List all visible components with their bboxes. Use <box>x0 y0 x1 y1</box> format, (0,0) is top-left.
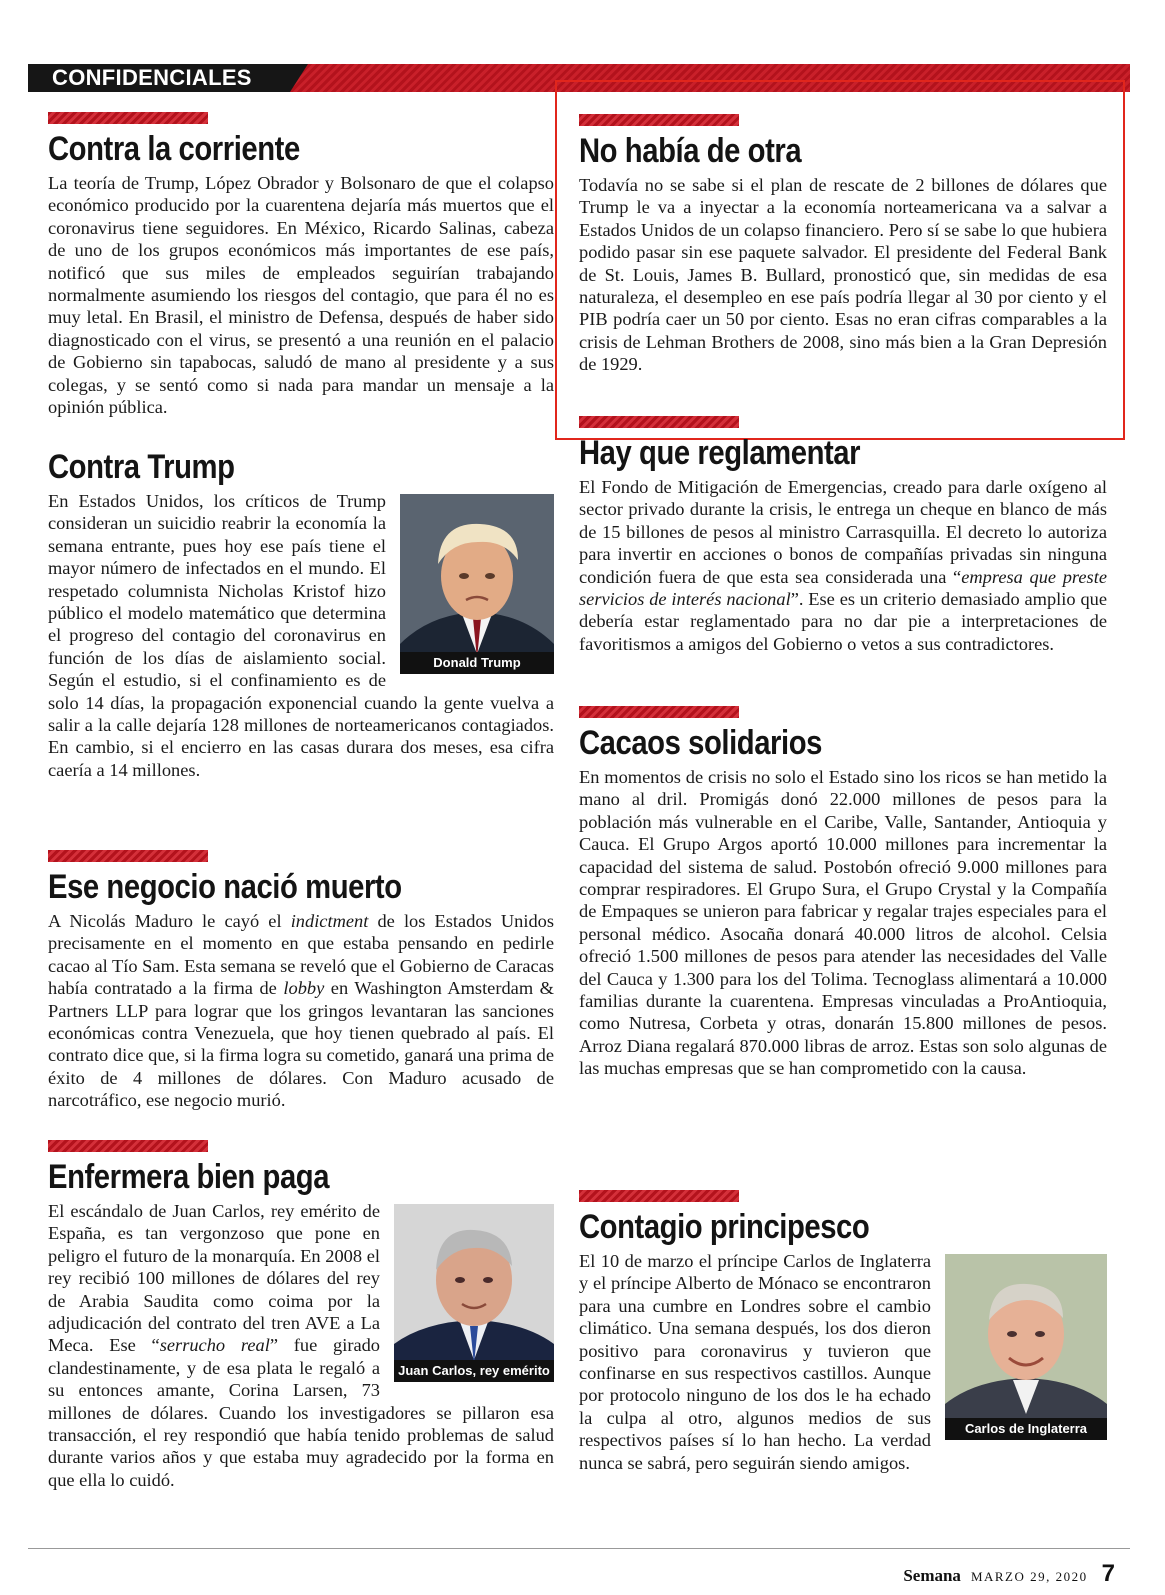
juan-carlos-photo <box>394 1204 554 1382</box>
headline-bar <box>579 706 739 718</box>
headline-bar <box>579 416 739 428</box>
portrait-image <box>394 1204 554 1382</box>
article-body: En momentos de crisis no solo el Estado sino los ricos se han metido la mano al dril. Promigás donó 22.000 millones de pesos para la población más vulnerable en el Caribe, Valle, Santander, Antioquia y Cauca. El Grupo Argos aportó 10.000 millones para incrementar la capacidad del sistema de salud. Postobón ofreció 9.000 millones para comprar respiradores. El Grupo Sura, el Grupo Crystal y la Compañía de Empaques se unieron para fabricar y regalar trajes especiales para el personal médico. Asocaña donará 40.000 litros de alcohol. Celsia ofreció 1.500 millones de pesos para atender las necesidades del Valle del Cauca y 1.300 para los del Tolima. Tecnoglass alimentará a 10.000 familias durante la cuarentena. Empresas vinculadas a ProAntioquia, como Nutresa, Corbeta y otras, donarán 15.800 millones de pesos. Arroz Diana regalará 870.000 libras de arroz. Estas son solo algunas de las muchas empresas que se han comprometido con la causa. <box>579 767 1107 1079</box>
article-contra-la-corriente <box>48 112 554 418</box>
headline-bar <box>579 1190 739 1202</box>
article-body: A Nicolás Maduro le cayó el indictment de los Estados Unidos precisamente en el momento en que estaba pensando en pedirle cacao al Tío Sam. Esta semana se reveló que el Gobierno de Caracas había contratado a la firma de lobby en Washington Amsterdam & Partners LLP para lograr que los gringos levantaran las sanciones económicas contra Venezuela, que hoy tienen quebrado al país. El contrato dice que, si la firma logra su cometido, ganará una prima de éxito de 4 millones de dólares. Con Maduro acusado de narcotráfico, ese negocio murió. <box>48 911 554 1111</box>
photo-caption: Carlos de Inglaterra <box>945 1418 1107 1440</box>
article-cacaos-solidarios <box>579 706 1107 1080</box>
photo-caption: Juan Carlos, rey emérito <box>394 1360 554 1382</box>
article-headline: Cacaos solidarios <box>579 724 822 762</box>
article-headline: Ese negocio nació muerto <box>48 868 402 906</box>
article-ese-negocio-nacio-muerto <box>48 850 554 1112</box>
article-body: La teoría de Trump, López Obrador y Bolsonaro de que el colapso económico producido por la cuarentena dejaría más muertos que el coronavirus tiene seguidores. En México, Ricardo Salinas, cabeza de uno de los grupos económicos más importantes de ese país, notificó que sus miles de empleados seguirían trabajando normalmente asumiendo los riesgos del contagio, que para él no es muy letal. En Brasil, el ministro de Defensa, después de haber sido diagnosticado con el virus, se presentó a una reunión en el palacio de Gobierno sin tapabocas, saludó de mano al presidente y a sus colegas, y se sentó como si nada para mandar un mensaje a la opinión pública. <box>48 173 554 418</box>
article-body: El escándalo de Juan Carlos, rey emérito de España, es tan vergonzoso que pone en peligro el futuro de la monarquía. En 2008 el rey recibió 100 millones de dólares del rey de Arabia Saudita como coima por la adjudicación del contrato del tren AVE a La Meca. Ese “serrucho real” fue girado clandestinamente, y de esa plata le regaló a su entonces amante, Corina Larsen, 73 millones de dólares. Cuando los investigadores se pillaron esa transacción, el rey respondió que había tenido problemas de salud durante varios años y que estaba muy agradecido por la forma en que ella lo cuidó. <box>48 1201 554 1490</box>
article-headline: No había de otra <box>579 132 802 170</box>
carlos-photo <box>945 1254 1107 1440</box>
photo-caption: Donald Trump <box>400 652 554 674</box>
article-headline: Contagio principesco <box>579 1208 870 1246</box>
magazine-name: Semana <box>903 1566 961 1585</box>
article-enfermera-bien-paga <box>48 1140 554 1491</box>
article-headline: Contra Trump <box>48 448 235 486</box>
article-no-habia-de-otra <box>579 114 1107 376</box>
headline-bar <box>48 1140 208 1152</box>
headline-bar <box>48 112 208 124</box>
issue-date: MARZO 29, 2020 <box>970 1569 1088 1584</box>
section-label: CONFIDENCIALES <box>28 64 290 92</box>
article-body: Todavía no se sabe si el plan de rescate de 2 billones de dólares que Trump le va a inyectar a la economía norteamericana va a salvar a Estados Unidos de un colapso financiero. Pero sí se sabe lo que hubiera podido pasar sin ese paquete salvador. El presidente del Federal Bank de St. Louis, James B. Bullard, pronosticó que, sin medidas de esa naturaleza, el desempleo en ese país podría llegar al 30 por ciento y el PIB podría caer un 50 por ciento. Esas no eran cifras comparables a la crisis de Lehman Brothers de 2008, sino más bien a la Gran Depresión de 1929. <box>579 175 1107 375</box>
article-contra-trump <box>48 448 554 781</box>
footer-rule <box>28 1548 1130 1549</box>
article-contagio-principesco <box>579 1190 1107 1474</box>
portrait-image <box>945 1254 1107 1440</box>
article-headline: Contra la corriente <box>48 130 300 168</box>
article-body: El Fondo de Mitigación de Emergencias, creado para darle oxígeno al sector privado durante la crisis, le entrega un cheque en blanco de más de 15 billones de pesos al ministro Carrasquilla. El decreto lo autoriza para invertir en acciones o bonos de compañías privadas sin ninguna condición fuera de que esta sea considerada una “empresa que preste servicios de interés nacional”. Ese es un criterio demasiado amplio que debería estar reglamentado para no dar pie a interpretaciones de favoritismos a amigos del Gobierno o vetos a sus contradictores. <box>579 477 1107 654</box>
page-number: 7 <box>1101 1560 1115 1587</box>
page-footer <box>903 1560 1115 1588</box>
headline-bar <box>579 114 739 126</box>
portrait-image <box>400 494 554 674</box>
article-body: El 10 de marzo el príncipe Carlos de Inglaterra y el príncipe Alberto de Mónaco se encontraron para una cumbre en Londres sobre el cambio climático. Una semana después, los dos dieron positivo para coronavirus y tuvieron que confinarse en sus respectivos castillos. Aunque por protocolo ninguno de los dos le ha echado la culpa al otro, algunos medios de sus respectivos países sí lo han hecho. La verdad nunca se sabrá, pero seguirán siendo amigos. <box>579 1251 931 1473</box>
article-headline: Hay que reglamentar <box>579 434 861 472</box>
article-body: En Estados Unidos, los críticos de Trump consideran un suicidio reabrir la economía la semana entrante, pues hoy ese país tiene el mayor número de infectados en el mundo. El respetado columnista Nicholas Kristof hizo público el modelo matemático que determina el progreso del contagio del coronavirus en función de los días de aislamiento social. Según el estudio, si el confinamiento es de solo 14 días, la propagación exponencial cuando la gente vuelva a salir a la calle dejaría 128 millones de norteamericanos contagiados. En cambio, si el encierro en las casas durara dos meses, esa cifra caería a 14 millones. <box>48 491 554 780</box>
article-hay-que-reglamentar <box>579 416 1107 655</box>
headline-bar <box>48 850 208 862</box>
article-headline: Enfermera bien paga <box>48 1158 330 1196</box>
trump-photo <box>400 494 554 674</box>
